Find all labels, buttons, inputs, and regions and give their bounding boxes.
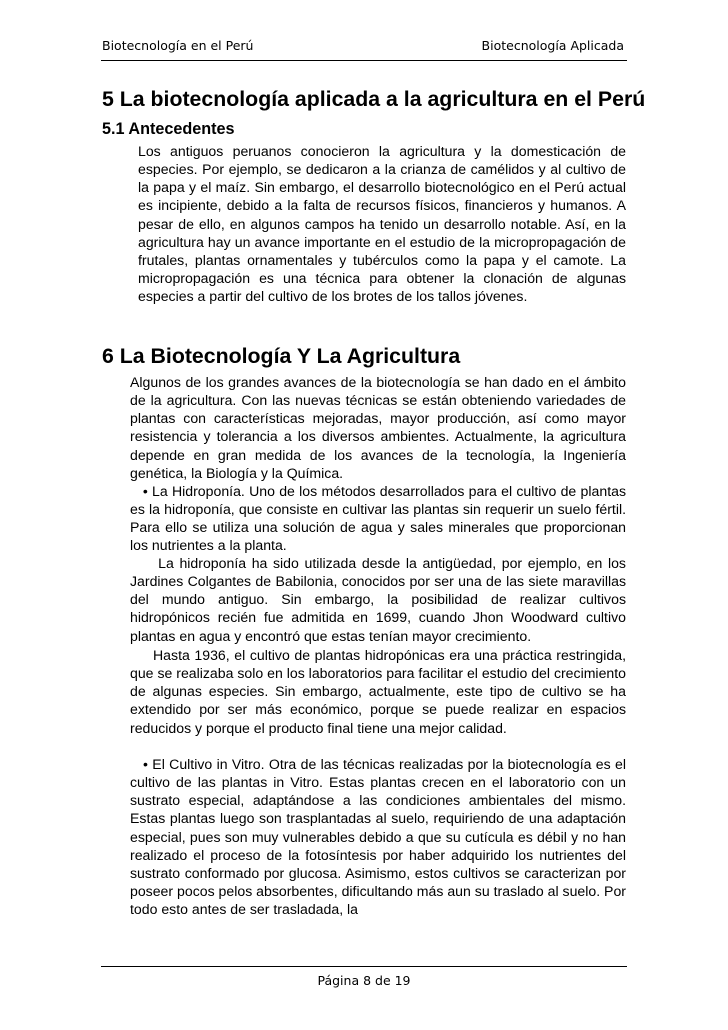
hidroponia-bullet-paragraph: • La Hidroponía. Uno de los métodos desarrollados para el cultivo de plantas es la hidroponía, que consiste en cultivar las plantas sin requerir un suelo fértil. Para ello se utiliza una solución de agua y sales minerales que proporcionan los nutrientes a la planta.: [130, 483, 630, 554]
cultivo-in-vitro-bullet-paragraph: • El Cultivo in Vitro. Otra de las técnicas realizadas por la biotecnología es el cultivo de las plantas in Vitro. Estas plantas crecen en el laboratorio con un sustrato especial, adaptándose a las condiciones ambientales del mismo. Estas plantas luego son trasplantadas al suelo, requiriendo de una adaptación especial, pues son muy vulnerables debido a que su cutícula es débil y no han realizado el proceso de la fotosíntesis por haber adquirido los nutrientes del sustrato conformado por glucosa. Asimismo, estos cultivos se caracterizan por poseer pocos pelos absorbentes, dificultando más aun su traslado al suelo. Por todo esto antes de ser trasladada, la: [130, 756, 630, 918]
header-divider: [101, 60, 627, 61]
page-number: Página 8 de 19: [317, 973, 411, 988]
antecedentes-paragraph: Los antiguos peruanos conocieron la agricultura y la domesticación de especies. Por ejemplo, se dedicaron a la crianza de camélidos y al cultivo de la papa y el maíz. Sin embargo, el desarrollo biotecnológico en el Perú actual es incipiente, debido a la falta de recursos físicos, financieros y humanos. A pesar de ello, en algunos campos ha tenido un desarrollo notable. Así, en la agricultura hay un avance importante en el estudio de la micropropagación de frutales, plantas ornamentales y tubérculos como la papa y el camote. La micropropagación es una técnica para obtener la clonación de algunas especies a partir del cultivo de los brotes de los tallos jóvenes.: [138, 143, 626, 305]
hidroponia-1936-paragraph: Hasta 1936, el cultivo de plantas hidropónicas era una práctica restringida, que se realizaba solo en los laboratorios para facilitar el estudio del crecimiento de algunas especies. Sin embargo, actualmente, este tipo de cultivo se ha extendido por ser más económico, porque se puede realizar en espacios reducidos y porque el producto final tiene una mejor calidad.: [130, 647, 630, 736]
intro-paragraph: Algunos de los grandes avances de la biotecnología se han dado en el ámbito de la agricultura. Con las nuevas técnicas se están obteniendo variedades de plantas con características mejoradas, mayor producción, así como mayor resistencia y tolerancia a los diversos ambientes. Actualmente, la agricultura depende en gran medida de los avances de la tecnología, la Ingeniería genética, la Biología y la Química.: [130, 374, 626, 481]
section-5-heading: 5 La biotecnología aplicada a la agricultura en el Perú: [102, 87, 646, 111]
header-left-title: Biotecnología en el Perú: [102, 38, 254, 53]
section-5-1-heading: 5.1 Antecedentes: [102, 120, 235, 138]
hidroponia-history-paragraph: La hidroponía ha sido utilizada desde la antigüedad, por ejemplo, en los Jardines Colgantes de Babilonia, conocidos por ser una de las siete maravillas del mundo antiguo. Sin embargo, la posibilidad de realizar cultivos hidropónicos recién fue admitida en 1699, cuando Jhon Woodward cultivo plantas en agua y encontró que estas tenían mayor crecimiento.: [130, 555, 630, 644]
footer-divider: [101, 966, 627, 967]
header-right-title: Biotecnología Aplicada: [481, 38, 624, 53]
section-6-heading: 6 La Biotecnología Y La Agricultura: [102, 344, 461, 368]
